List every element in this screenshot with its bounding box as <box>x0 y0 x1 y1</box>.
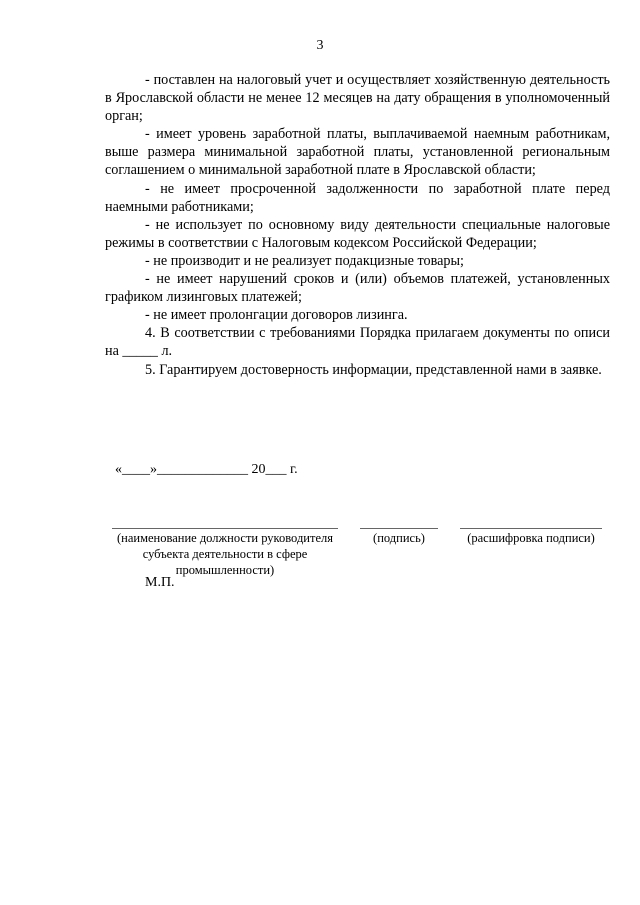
position-signature-line <box>112 528 338 529</box>
signature-caption: (подпись) <box>373 531 425 545</box>
seal-placeholder: М.П. <box>145 575 175 590</box>
paragraph-guarantee: 5. Гарантируем достоверность информации, представленной нами в заявке. <box>145 361 602 378</box>
paragraph-leasing-payments: - не имеет нарушений сроков и (или) объемов платежей, установленных графиком лизинговых платежей; <box>105 271 610 306</box>
date-line: «____»_____________ 20___ г. <box>115 462 298 477</box>
decoding-signature-line <box>460 528 602 529</box>
page-number: 3 <box>316 38 324 53</box>
paragraph-tax-registration: - поставлен на налоговый учет и осуществляет хозяйственную деятельность в Ярославской области не менее 12 месяцев на дату обращения в уполномоченный орган; <box>105 72 610 125</box>
paragraph-wage-level: - имеет уровень заработной платы, выплачиваемой наемным работникам, выше размера минимальной заработной платы, установленной региональным соглашением о минимальной заработной плате в Ярославской области; <box>105 126 610 179</box>
decoding-caption: (расшифровка подписи) <box>467 531 595 545</box>
paragraph-excise-goods: - не производит и не реализует подакцизные товары; <box>145 252 464 269</box>
position-caption: (наименование должности руководителя субъекта деятельности в сфере промышленности) <box>117 531 333 577</box>
paragraph-leasing-prolongation: - не имеет пролонгации договоров лизинга. <box>145 307 408 324</box>
paragraph-no-wage-debt: - не имеет просроченной задолженности по заработной плате перед наемными работниками; <box>105 180 610 215</box>
document-body <box>105 71 610 379</box>
paragraph-attached-documents: 4. В соответствии с требованиями Порядка прилагаем документы по описи на _____ л. <box>105 325 610 360</box>
paragraph-tax-regimes: - не использует по основному виду деятельности специальные налоговые режимы в соответствии с Налоговым кодексом Российской Федерации; <box>105 216 610 251</box>
signature-line <box>360 528 438 529</box>
